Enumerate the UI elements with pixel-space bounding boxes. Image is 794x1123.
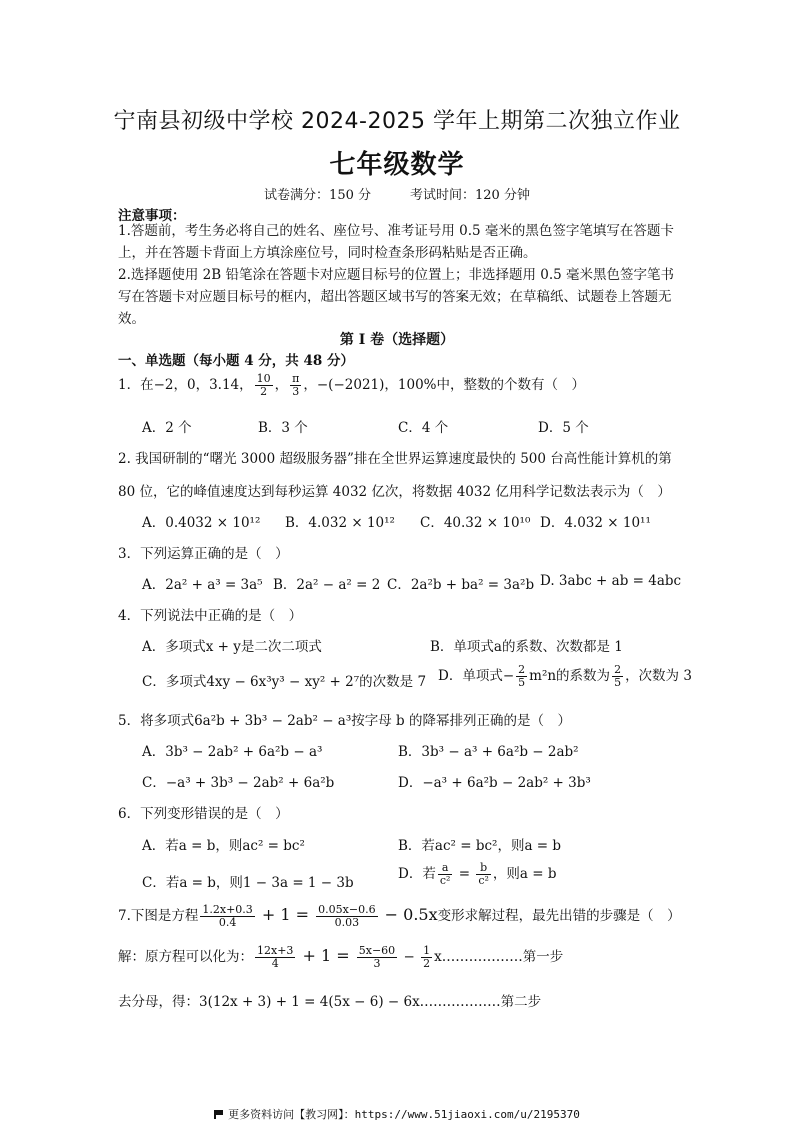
q7-sol-fraction-2: $\frac{5x-60}{3}$	[358, 944, 396, 970]
q1-option-c: C．4 个	[398, 420, 449, 436]
q1-option-a: A．2 个	[142, 420, 192, 436]
flag-icon	[214, 1110, 225, 1119]
notes-item-2: 2.选择题使用 2B 铅笔涂在答题卡对应题目标号的位置上；非选择题用 0.5 毫米黑色签字笔书写在答题卡对应题目标号的框内，超出答题区域书写的答案无效；在草稿纸、试题卷上答题无效。	[118, 267, 675, 327]
q5-option-c: C．−a³ + 3b³ − 2ab² + 6a²b	[142, 775, 335, 791]
q3-option-d: D. 3abc + ab = 4abc	[540, 573, 682, 589]
school-title: 宁南县初级中学校 2024-2025 学年上期第二次独立作业	[113, 109, 681, 134]
q6-d-fraction-1: $\frac{a}{\text{c²}}$	[439, 861, 451, 887]
footer-link[interactable]: 更多资料访问【教习网】：https://www.51jiaoxi.com/u/2195370	[0, 1106, 794, 1122]
q7-stem: 7.下图是方程 $\frac{1.2x+0.3}{0.4}$ + 1 = $\frac{0.05x-0.6}{0.03}$ − 0.5x变形求解过程，最先出错的步骤是（ ）	[118, 903, 681, 929]
q7-fraction-2: $\frac{0.05x-0.6}{0.03}$	[318, 903, 376, 929]
q1-option-b: B．3 个	[258, 420, 308, 436]
notes-item-1: 1.答题前，考生务必将自己的姓名、座位号、准考证号用 0.5 毫米的黑色签字笔填写在答题卡上，并在答题卡背面上方填涂座位号，同时检查条形码粘贴是否正确。	[118, 223, 674, 261]
q7-sol-fraction-1: $\frac{12x+3}{4}$	[257, 944, 294, 970]
q7-fraction-1: $\frac{1.2x+0.3}{0.4}$	[202, 903, 253, 929]
q2-option-b: B．4.032 × 10¹²	[285, 515, 395, 531]
question-1: 1．在−2，0，3.14， $\frac{10}{2}$ ， $\frac{\pi}{3}$ ，−(−2021)，100%中，整数的个数有（ ）	[118, 372, 585, 398]
q4-stem: 4．下列说法中正确的是（ ）	[118, 608, 303, 624]
q6-d-fraction-2: $\frac{b}{\text{c²}}$	[478, 861, 489, 887]
q6-stem: 6．下列变形错误的是（ ）	[118, 806, 289, 822]
q6-option-d: D．若 $\frac{a}{\text{c²}}$ = $\frac{b}{\text{c²}}$ ，则a = b	[398, 861, 557, 887]
q2-option-d: D．4.032 × 10¹¹	[540, 515, 651, 531]
q6-option-a: A．若a = b，则ac² = bc²	[142, 838, 305, 854]
q2-option-a: A．0.4032 × 10¹²	[142, 515, 261, 531]
q6-option-b: B．若ac² = bc²，则a = b	[398, 838, 562, 854]
q5-option-b: B．3b³ − a³ + 6a²b − 2ab²	[398, 744, 579, 760]
q3-option-b: B．2a² − a² = 2	[273, 577, 381, 593]
q7-solution-step-2: 去分母，得：3(12x + 3) + 1 = 4(5x − 6) − 6x………………第二步	[118, 994, 542, 1010]
q3-option-c: C．2a²b + ba² = 3a²b	[387, 577, 535, 593]
q3-option-a: A．2a² + a³ = 3a⁵	[142, 577, 263, 593]
q1-stem-a: 1．在−2，0，3.14，	[118, 377, 253, 393]
q2-line-1: 2. 我国研制的“曙光 3000 超级服务器”排在全世界运算速度最快的 500 台高性能计算机的第	[118, 451, 672, 467]
q2-option-c: C．40.32 × 10¹⁰	[420, 515, 531, 531]
q4-option-c: C．多项式4xy − 6x³y³ − xy² + 2⁷的次数是 7	[142, 674, 427, 690]
q4-d-fraction-2: $\frac{2}{5}$	[614, 663, 622, 689]
q5-stem: 5．将多项式6a²b + 3b³ − 2ab² − a³按字母 b 的降幂排列正确的是（ ）	[118, 713, 571, 729]
q4-d-fraction-1: $\frac{2}{5}$	[518, 663, 526, 689]
q7-solution-step-1: 解：原方程可以化为： $\frac{12x+3}{4}$ + 1 = $\frac{5x-60}{3}$ − $\frac{1}{2}$ x………………第一步	[118, 944, 564, 970]
q4-option-d: D．单项式− $\frac{2}{5}$ m²n的系数为 $\frac{2}{5}$ ，次数为 3	[438, 663, 692, 689]
q7-sol-fraction-3: $\frac{1}{2}$	[423, 944, 431, 970]
part1-title: 第 I 卷（选择题）	[339, 332, 455, 348]
q1-option-d: D．5 个	[538, 420, 589, 436]
subject-title: 七年级数学	[329, 150, 465, 180]
q3-stem: 3．下列运算正确的是（ ）	[118, 546, 289, 562]
q5-option-d: D．−a³ + 6a²b − 2ab² + 3b³	[398, 775, 591, 791]
q5-option-a: A．3b³ − 2ab² + 6a²b − a³	[142, 744, 323, 760]
section1-title: 一、单选题（每小题 4 分，共 48 分）	[118, 353, 354, 369]
q4-option-a: A．多项式x + y是二次二项式	[142, 639, 322, 655]
notes-heading: 注意事项：	[118, 208, 186, 224]
q6-option-c: C．若a = b，则1 − 3a = 1 − 3b	[142, 875, 354, 891]
q1-stem-b: ，−(−2021)，100%中，整数的个数有（ ）	[303, 377, 585, 393]
exam-info: 试卷满分：150 分 考试时间：120 分钟	[264, 188, 530, 203]
q1-fraction-1: $\frac{10}{2}$	[256, 372, 271, 398]
q4-option-b: B．单项式a的系数、次数都是 1	[430, 639, 623, 655]
q2-line-2: 80 位，它的峰值速度达到每秒运算 4032 亿次，将数据 4032 亿用科学记数法表示为（ ）	[118, 484, 671, 500]
q1-fraction-2: $\frac{\pi}{3}$	[292, 372, 300, 398]
